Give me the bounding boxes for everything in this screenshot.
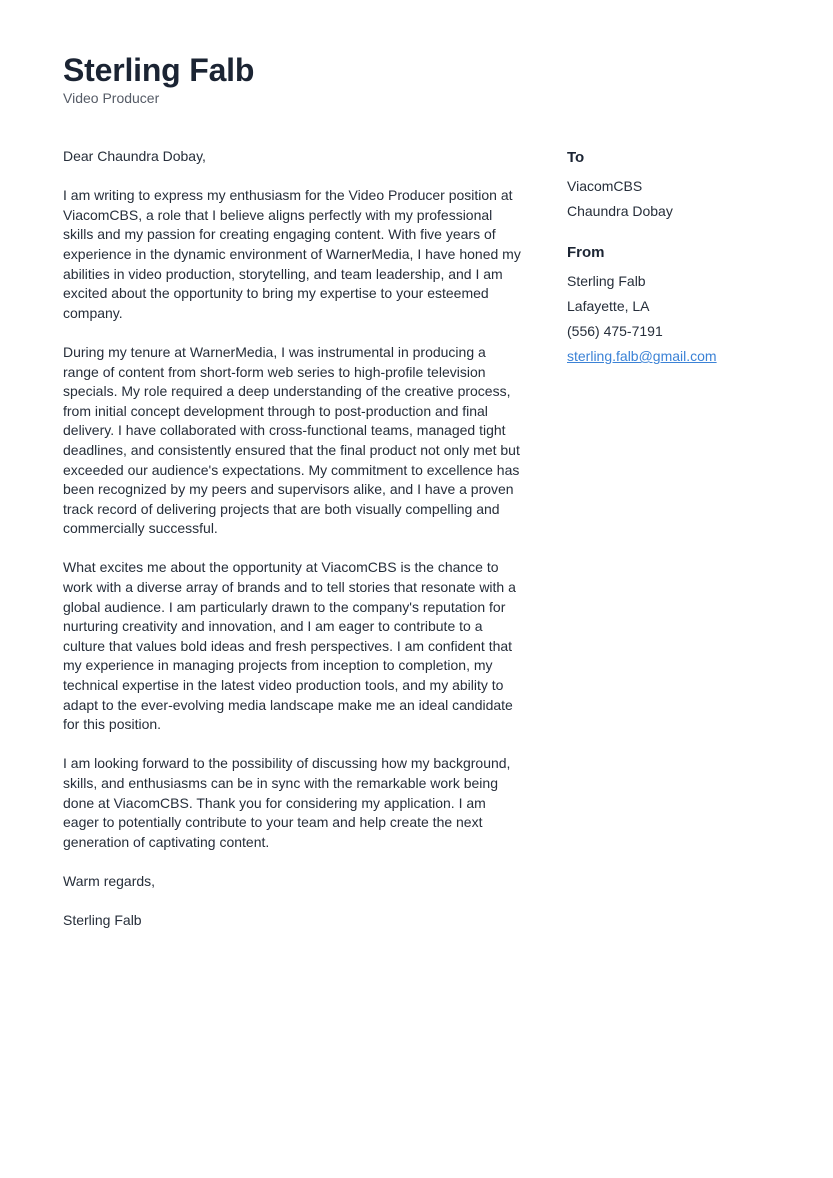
salutation: Dear Chaundra Dobay,	[63, 148, 206, 164]
letter-body	[63, 147, 521, 950]
applicant-title: Video Producer	[63, 90, 160, 106]
paragraph-2: During my tenure at WarnerMedia, I was instrumental in producing a range of content from short-form web series to high-profile television specials. My role required a deep understanding of the creative process, from initial concept development through to post-production and final delivery. I have collaborated with cross-functional teams, managed tight deadlines, and consistently ensured that the final product not only met but exceeded our audience's expectations. My commitment to excellence has been recognized by my peers and supervisors alike, and I have a proven track record of delivering projects that are both visually compelling and commercially successful.	[63, 343, 520, 537]
to-details	[567, 174, 797, 224]
closing: Warm regards,	[63, 872, 156, 889]
paragraph-3: What excites me about the opportunity at ViacomCBS is the chance to work with a diverse array of brands and to tell stories that resonate with a global audience. I am particularly drawn to the company's reputation for nurturing creativity and innovation, and I am eager to contribute to a culture that values bold ideas and fresh perspectives. I am confident that my experience in managing projects from inception to completion, my technical expertise in the latest video production tools, and my ability to adapt to the ever-evolving media landscape make me an ideal candidate for this position.	[63, 559, 516, 733]
contact-sidebar	[567, 147, 797, 387]
sender-phone: (556) 475-7191	[567, 323, 663, 339]
paragraph-1: I am writing to express my enthusiasm for the Video Producer position at ViacomCBS, a role that I believe aligns perfectly with my professional skills and my passion for creating engaging content. With five years of experience in the dynamic environment of WarnerMedia, I have honed my abilities in video production, storytelling, and team leadership, and I am excited about the opportunity to bring my expertise to your esteemed company.	[63, 187, 521, 321]
from-heading: From	[567, 244, 605, 261]
sender-email-link[interactable]: sterling.falb@gmail.com	[567, 348, 717, 364]
sender-name: Sterling Falb	[567, 273, 646, 289]
signature: Sterling Falb	[63, 912, 142, 929]
applicant-name: Sterling Falb	[63, 52, 255, 88]
letter-header	[63, 50, 254, 106]
from-details	[567, 269, 797, 369]
from-section	[567, 242, 797, 369]
recipient-name: Chaundra Dobay	[567, 203, 673, 219]
to-heading: To	[567, 149, 585, 166]
to-section	[567, 147, 797, 224]
sender-location: Lafayette, LA	[567, 298, 650, 314]
paragraph-4: I am looking forward to the possibility of discussing how my background, skills, and enthusiasms can be in sync with the remarkable work being done at ViacomCBS. Thank you for considering my application. I am eager to potentially contribute to your team and help create the next generation of captivating content.	[63, 755, 511, 850]
recipient-company: ViacomCBS	[567, 178, 643, 194]
sender-email-line	[567, 344, 797, 369]
